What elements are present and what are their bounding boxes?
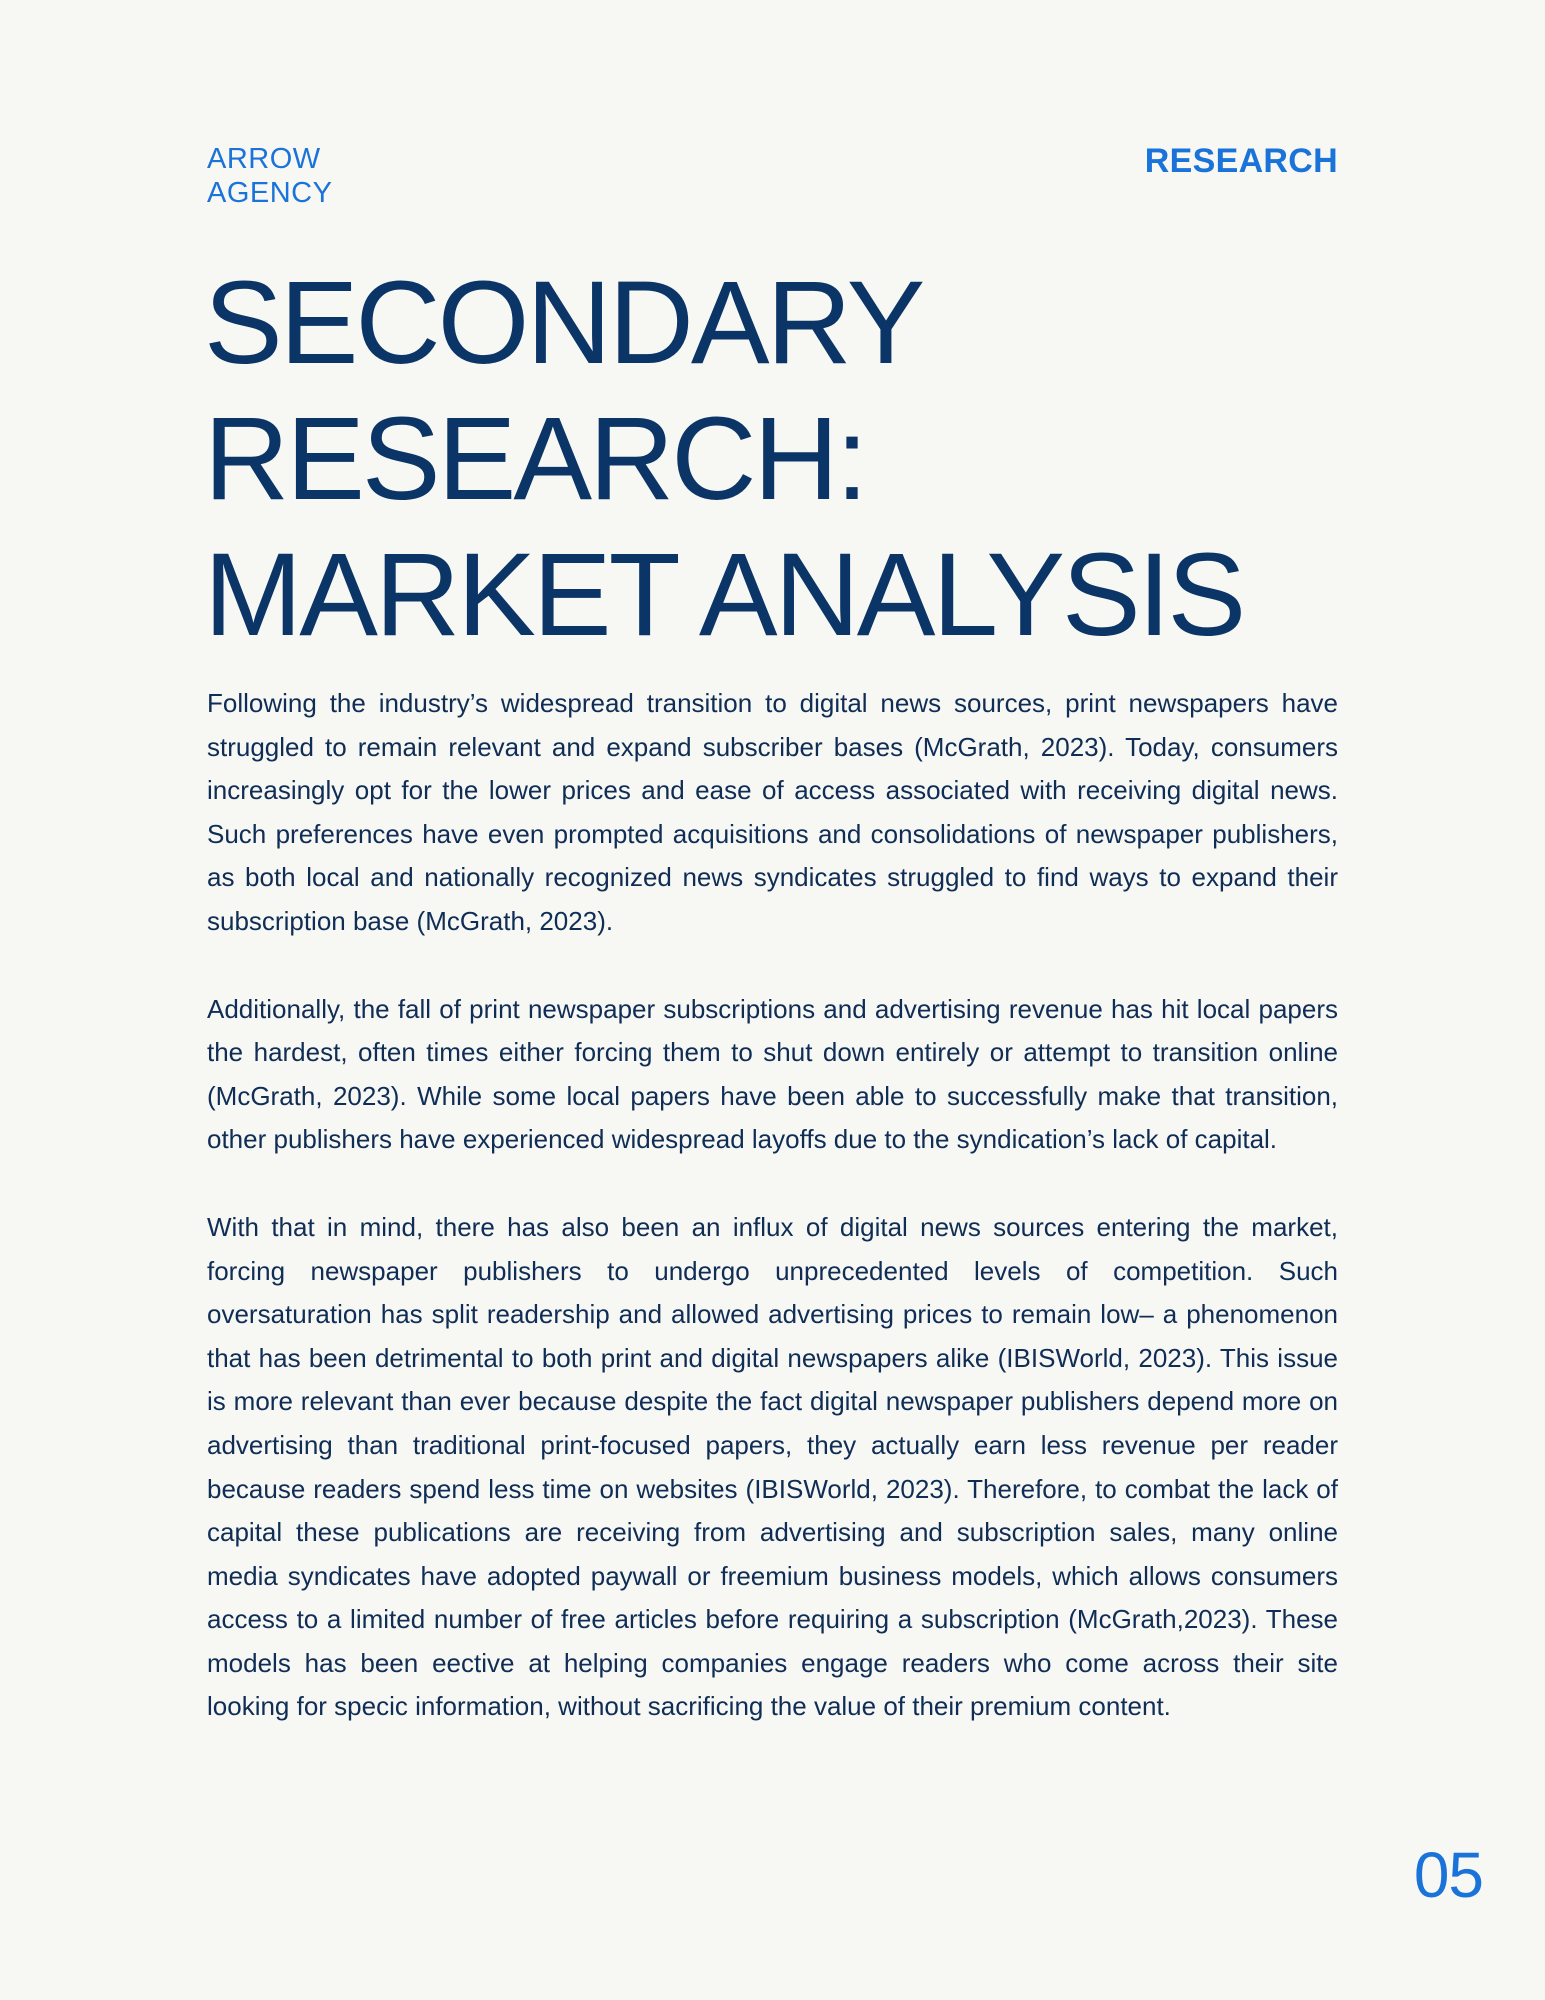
page-number: 05 <box>1413 1839 1483 1911</box>
title-line-3: MARKET ANALYSIS <box>204 529 1244 661</box>
section-label: RESEARCH <box>1144 142 1338 180</box>
title-line-2: RESEARCH: <box>204 393 866 525</box>
title-line-1: SECONDARY <box>204 257 923 389</box>
paragraph-2: Additionally, the fall of print newspaper subscriptions and advertising revenue has hit local papers the hardest, often times either forcing them to shut down entirely or attempt to transition online (McGrath, 2023). While some local papers have been able to successfully make that transition, other publishers have experienced widespread layoffs due to the syndication’s lack of capital. <box>207 993 1338 1155</box>
body-text <box>207 682 1338 1773</box>
brand-line-1: ARROW <box>207 143 321 175</box>
brand-line-2: AGENCY <box>207 177 333 209</box>
brand-name <box>207 142 332 210</box>
page-title <box>204 255 1243 663</box>
paragraph-3: With that in mind, there has also been an influx of digital news sources entering the market, forcing newspaper publishers to undergo unprecedented levels of competition. Such oversaturation has split readership and allowed advertising prices to remain low– a phenomenon that has been detrimental to both print and digital newspapers alike (IBISWorld, 2023). This issue is more relevant than ever because despite the fact digital newspaper publishers depend more on advertising than traditional print-focused papers, they actually earn less revenue per reader because readers spend less time on websites (IBISWorld, 2023). Therefore, to combat the lack of capital these publications are receiving from advertising and subscription sales, many online media syndicates have adopted paywall or freemium business models, which allows consumers access to a limited number of free articles before requiring a subscription (McGrath,2023). These models has been eective at helping companies engage readers who come across their site looking for specic information, without sacrificing the value of their premium content. <box>207 1211 1338 1722</box>
paragraph-1: Following the industry’s widespread transition to digital news sources, print newspapers have struggled to remain relevant and expand subscriber bases (McGrath, 2023). Today, consumers increasingly opt for the lower prices and ease of access associated with receiving digital news. Such preferences have even prompted acquisitions and consolidations of newspaper publishers, as both local and nationally recognized news syndicates struggled to find ways to expand their subscription base (McGrath, 2023). <box>207 688 1338 936</box>
